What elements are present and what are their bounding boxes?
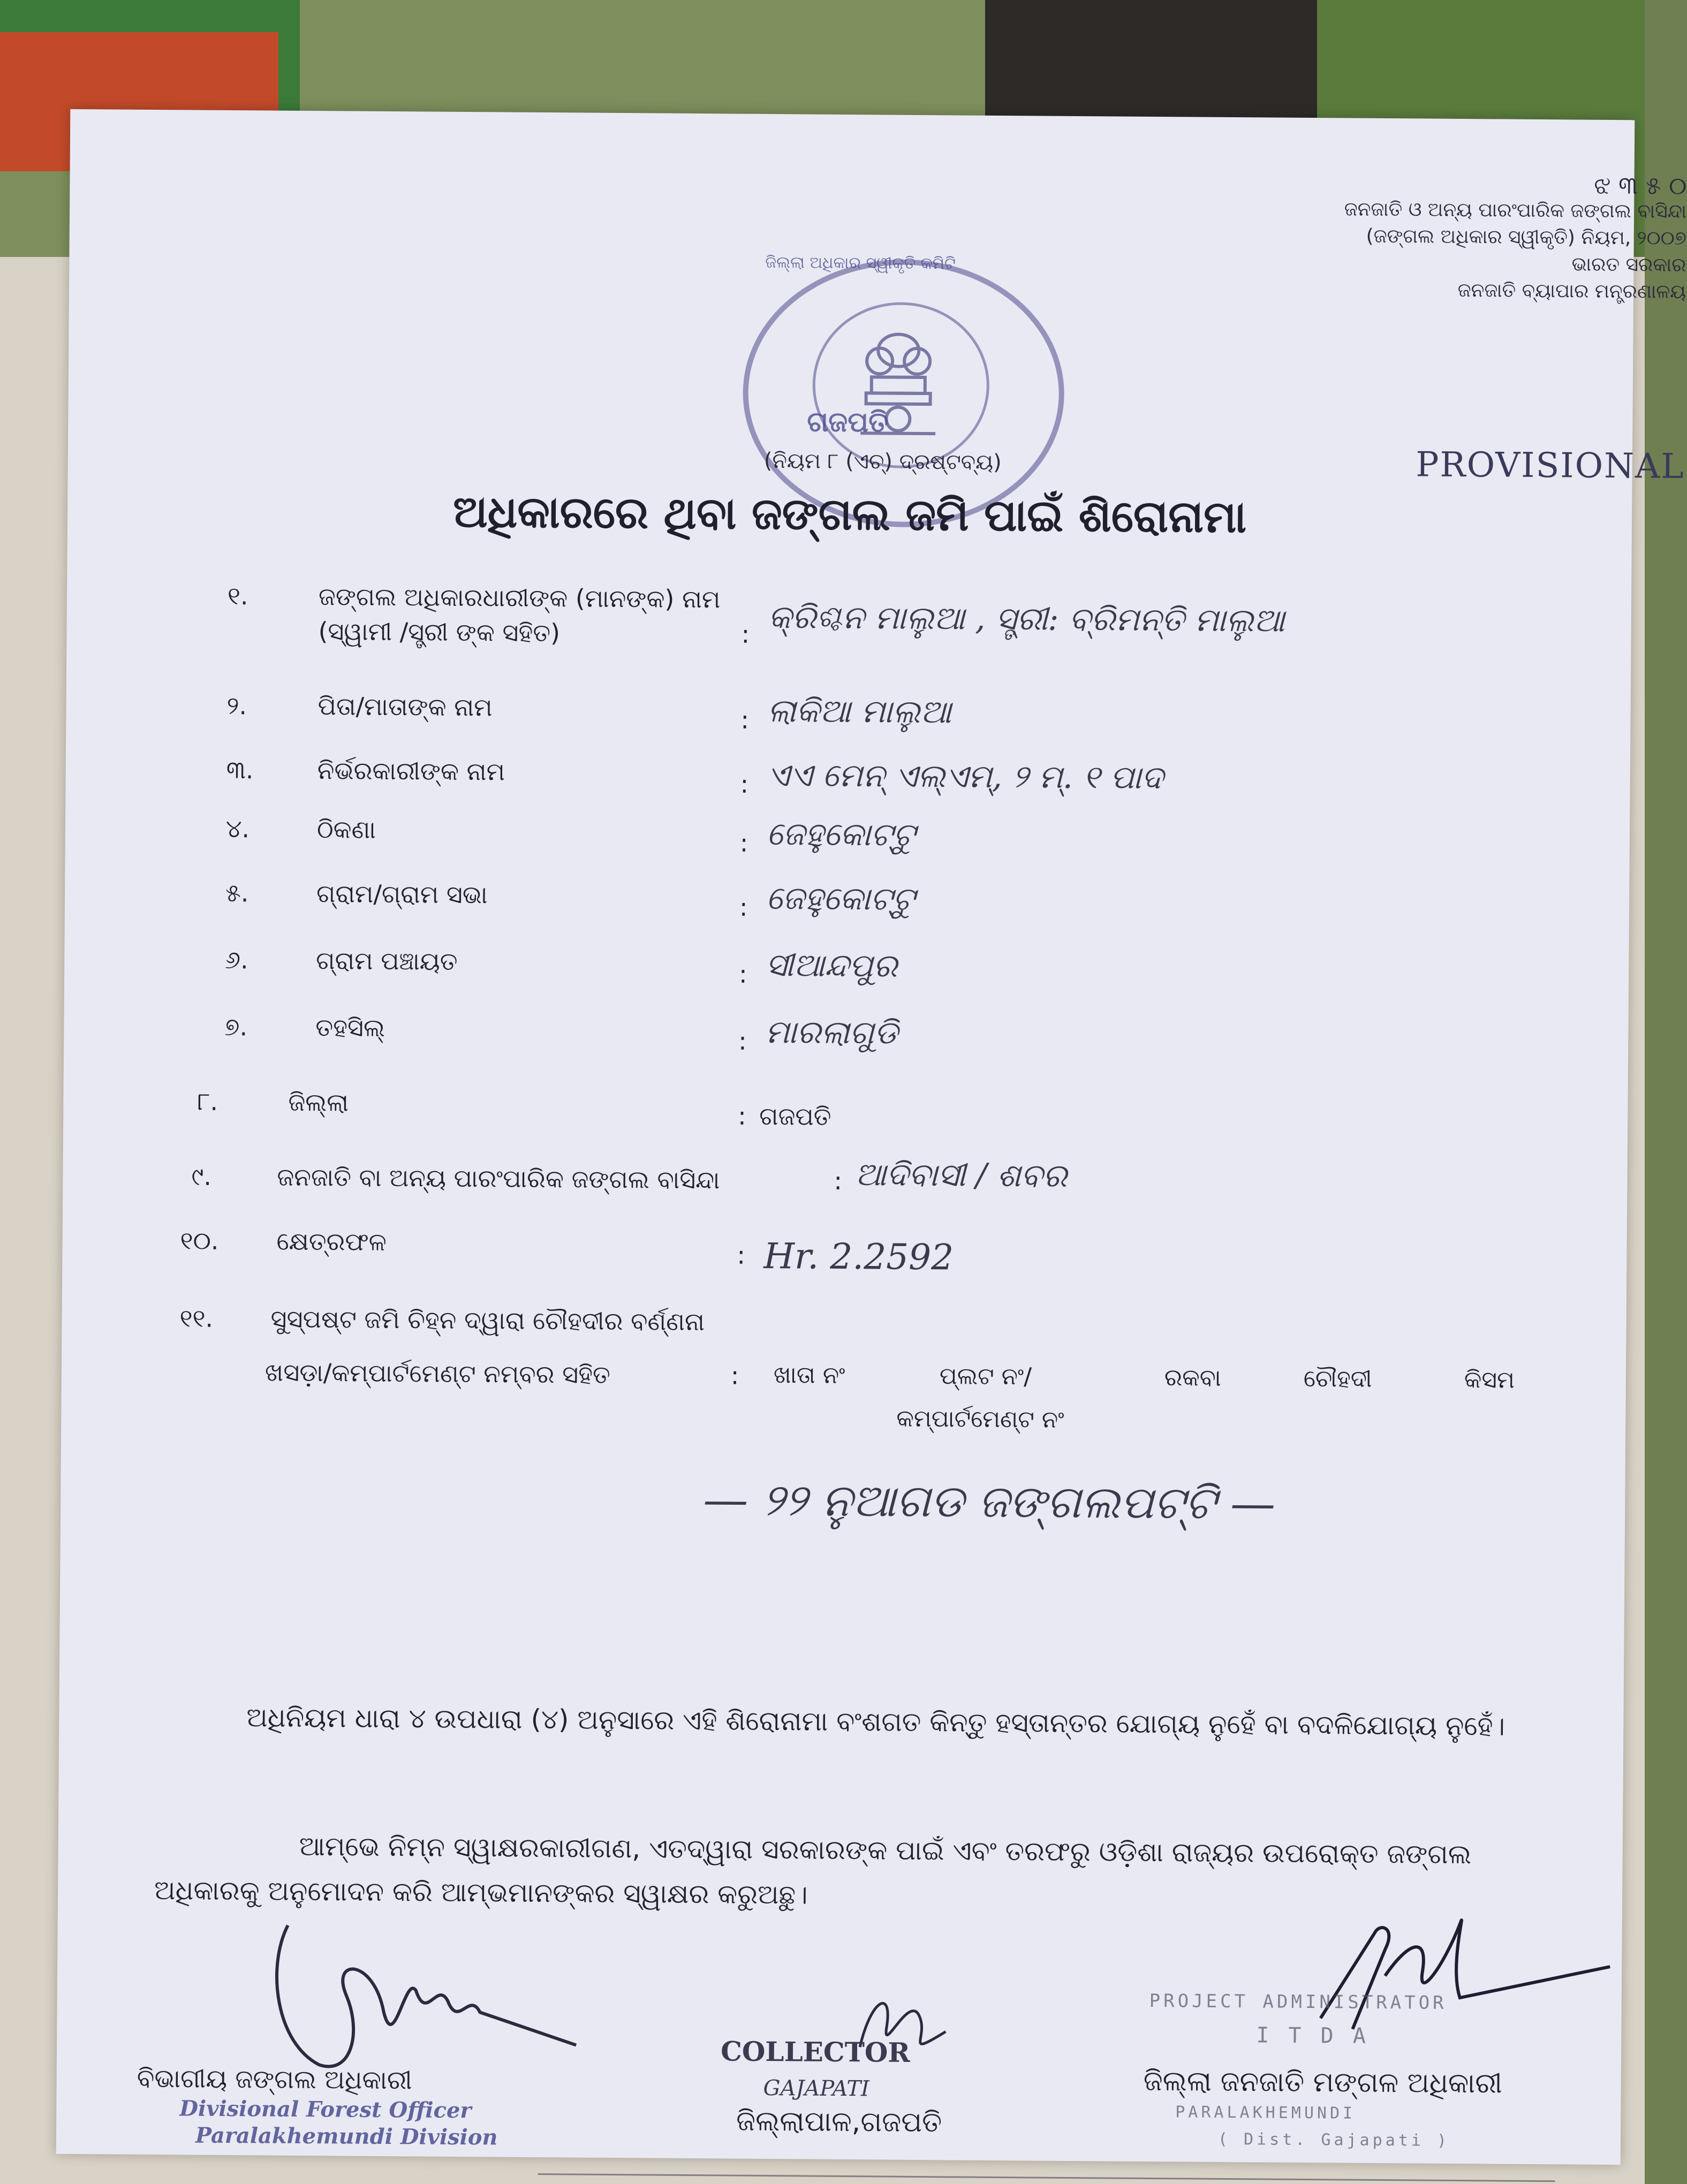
handwritten-area: Hr. 2.2592: [763, 1235, 954, 1278]
collector-district-stamp: GAJAPATI: [763, 2075, 869, 2102]
background-shadow: [985, 0, 1317, 128]
pa-stamp-line-1: PROJECT ADMINISTRATOR: [1149, 1990, 1447, 2014]
field-number: ୧୧.: [179, 1303, 214, 1333]
field-row-11-sub2: [62, 1399, 1626, 1434]
field-label: ଜନଜାତି ବା ଅନ୍ୟ ପାରଂପାରିକ ଜଙ୍ଗଲ ବାସିନ୍ଦା: [277, 1162, 720, 1195]
district-welfare-officer-title: ଜିଲ୍ଲା ଜନଜାତି ମଙ୍ଗଳ ଅଧିକାରୀ: [1143, 2065, 1503, 2100]
field-row-5: [65, 877, 1629, 922]
handwritten-tahasil: ମାରଲାଗୁଡି: [765, 1013, 898, 1052]
dfo-stamp-line-2: Paralakhemundi Division: [195, 2122, 498, 2150]
field-label: ସୁସ୍ପଷ୍ଟ ଜମି ଚିହ୍ନ ଦ୍ୱାରା ଚୌହଦୀର ବର୍ଣ୍ଣନା: [270, 1304, 705, 1337]
field-label: କ୍ଷେତ୍ରଫଳ: [276, 1226, 387, 1257]
field-label: ଠିକଣା: [316, 815, 376, 844]
field-number: ୬.: [225, 945, 248, 975]
rule-reference: (ନିୟମ ୮ (ଏଚ୍) ଦ୍ରଷ୍ଟବ୍ୟ): [763, 448, 1002, 475]
paragraph-transfer-clause: ଅଧିନିୟମ ଧାରା ୪ ଉପଧାରା (୪) ଅନୁସାରେ ଏହି ଶିରୋନାମା ବଂଶଗତ କିନ୍ତୁ ହସ୍ତାନ୍ତର ଯୋଗ୍ୟ ନୁହେଁ ବା ବଦଳିଯୋଗ୍ୟ ନୁହେଁ।: [246, 1702, 1506, 1742]
field-label: ଗ୍ରାମ/ଗ୍ରାମ ସଭା: [316, 879, 488, 909]
field-number: ୩.: [226, 755, 254, 785]
seal-ring-text: ଜିଲ୍ଲା ଅଧିକାର ସ୍ୱୀକୃତି କମିଟି: [765, 253, 956, 274]
handwritten-tribe: ଆଦିବାସୀ / ଶବର: [855, 1156, 1068, 1195]
handwritten-village: ଜେହୁକୋଟ୍ଟୁ: [766, 879, 916, 918]
pa-stamp-line-3: PARALAKHEMUNDI: [1175, 2103, 1356, 2123]
field-label: ଜଙ୍ଗଲ ଅଧିକାରଧାରୀଙ୍କ (ମାନଙ୍କ) ନାମ: [318, 582, 721, 614]
project-administrator-signature-icon: [1288, 1900, 1621, 2042]
field-row-11: [62, 1303, 1627, 1337]
field-number: ୭.: [224, 1012, 248, 1042]
field-number: ୯.: [191, 1162, 212, 1191]
handwritten-dependents: ଏଏ ମେନ୍ ଏଲ୍ଏମ୍, ୨ ମ୍. ୧ ପାଦ: [767, 756, 1164, 797]
field-colon: :: [739, 828, 748, 858]
field-row-6: [64, 944, 1629, 989]
header-line-3: ଭାରତ ସରକାର: [1571, 253, 1686, 276]
field-row-1: [67, 580, 1631, 614]
field-label-secondary: ଖସଡ଼ା/କମ୍ପାର୍ଟମେଣ୍ଟ ନମ୍ବର ସହିତ: [264, 1358, 611, 1389]
column-compartment: କମ୍ପାର୍ଟମେଣ୍ଟ ନଂ: [896, 1405, 1064, 1434]
district-value: ଗଜପତି: [759, 1101, 831, 1131]
field-colon: :: [740, 769, 749, 799]
field-number: ୫.: [225, 878, 249, 908]
document-title: ଅଧିକାରରେ ଥିବା ଜଙ୍ଗଲ ଜମି ପାଇଁ ଶିରୋନାମା: [452, 486, 1247, 543]
field-row-10: [63, 1225, 1627, 1278]
field-colon: :: [740, 705, 750, 734]
field-label: ତହସିଲ୍: [315, 1013, 385, 1042]
column-plot: ପ୍ଲଟ ନଂ/: [939, 1362, 1032, 1391]
field-number: ୨.: [226, 691, 247, 721]
provisional-label: PROVISIONAL: [1416, 445, 1685, 487]
field-colon: :: [834, 1166, 843, 1195]
dfo-title: ବିଭାଗୀୟ ଜଙ୍ଗଲ ଅଧିକାରୀ: [137, 2063, 412, 2096]
field-colon: :: [737, 1240, 746, 1270]
header-line-2: (ଜଙ୍ଗଲ ଅଧିକାର ସ୍ୱୀକୃତି) ନିୟମ, ୨୦୦୭: [1366, 225, 1686, 249]
field-label: ନିର୍ଭରକାରୀଙ୍କ ନାମ: [317, 756, 505, 786]
certificate-paper: [56, 109, 1687, 2165]
field-row-4: [65, 813, 1630, 858]
column-area: ରକବା: [1164, 1364, 1221, 1392]
field-number: ୮.: [197, 1087, 218, 1116]
handwritten-table-entry: — ୨୨ ନୁଆଗଡ ଜଙ୍ଗଲପଟ୍ଟି —: [702, 1473, 1276, 1530]
field-label-secondary: (ସ୍ୱାମୀ /ସ୍ତ୍ରୀ ଙ୍କ ସହିତ): [318, 617, 561, 648]
header-line-4: ଜନଜାତି ବ୍ୟାପାର ମନ୍ତ୍ରଣାଳୟ: [1457, 279, 1686, 303]
handwritten-holder-name: କ୍ରିଶ୍ଚନ ମାଲୁଆ , ସ୍ତ୍ରୀ: ବ୍ରିମନ୍ତି ମାଲୁଆ: [768, 598, 1285, 640]
field-row-7: [64, 1011, 1629, 1056]
field-label: ପିତା/ମାତାଙ୍କ ନାମ: [317, 692, 493, 722]
pa-stamp-line-4: ( Dist. Gajapati ): [1217, 2129, 1450, 2150]
column-boundary: ଚୌହଦୀ: [1303, 1364, 1372, 1393]
field-row-11-sub: [62, 1356, 1626, 1394]
field-number: ୧.: [227, 581, 248, 611]
field-colon: :: [739, 892, 748, 922]
collector-stamp: COLLECTOR: [720, 2035, 911, 2068]
field-colon: :: [738, 959, 747, 989]
field-row-8: [64, 1086, 1628, 1131]
collector-title: ଜିଲ୍ଲାପାଳ,ଗଜପତି: [736, 2105, 942, 2139]
field-colon: :: [730, 1361, 739, 1390]
field-colon: :: [738, 1101, 746, 1131]
field-row-2: [66, 690, 1631, 734]
header-line-1: ଜନଜାତି ଓ ଅନ୍ୟ ପାରଂପାରିକ ଜଙ୍ଗଲ ବାସିନ୍ଦା: [1344, 198, 1687, 223]
field-colon: :: [738, 1026, 747, 1056]
field-colon: :: [741, 619, 750, 649]
field-number: ୧୦.: [180, 1226, 219, 1255]
handwritten-parent-name: ଲାକିଆ ମାଲୁଆ: [767, 692, 952, 731]
column-kisam: କିସମ: [1464, 1366, 1515, 1394]
field-number: ୪.: [225, 814, 250, 844]
field-label: ଗ୍ରାମ ପଞ୍ଚାୟତ: [316, 946, 458, 976]
dfo-stamp-line-1: Divisional Forest Officer: [179, 2096, 472, 2124]
handwritten-panchayat: ସୀଆନ୍ଦପୁର: [765, 946, 898, 985]
pa-stamp-line-2: I T D A: [1256, 2023, 1370, 2049]
serial-number: ଝ ୩ ୫ ୦: [1593, 170, 1687, 200]
seal-center-text: ଗଜପତି: [807, 406, 889, 439]
field-row-9: [63, 1156, 1628, 1195]
column-khata: ଖାତା ନଂ: [773, 1361, 845, 1390]
field-label: ଜିଲ୍ଲା: [288, 1087, 349, 1117]
field-row-3: [66, 754, 1630, 799]
paragraph-signatory-statement: ଆମ୍ଭେ ନିମ୍ନ ସ୍ୱାକ୍ଷରକାରୀଗଣ, ଏତଦ୍ୱାରା ସରକାରଙ୍କ ପାଇଁ ଏବଂ ତରଫରୁ ଓଡ଼ିଶା ରାଜ୍ୟର ଉପରୋକ୍ତ ଜଙ୍ଗଲ ଅଧିକାରକୁ ଅନୁମୋଦନ କରି ଆମ୍ଭମାନଙ୍କର ସ୍ୱାକ୍ଷର କରୁଅଛୁ।: [154, 1830, 1472, 1910]
handwritten-address: ଜେହୁକୋଟ୍ଟୁ: [766, 815, 916, 854]
